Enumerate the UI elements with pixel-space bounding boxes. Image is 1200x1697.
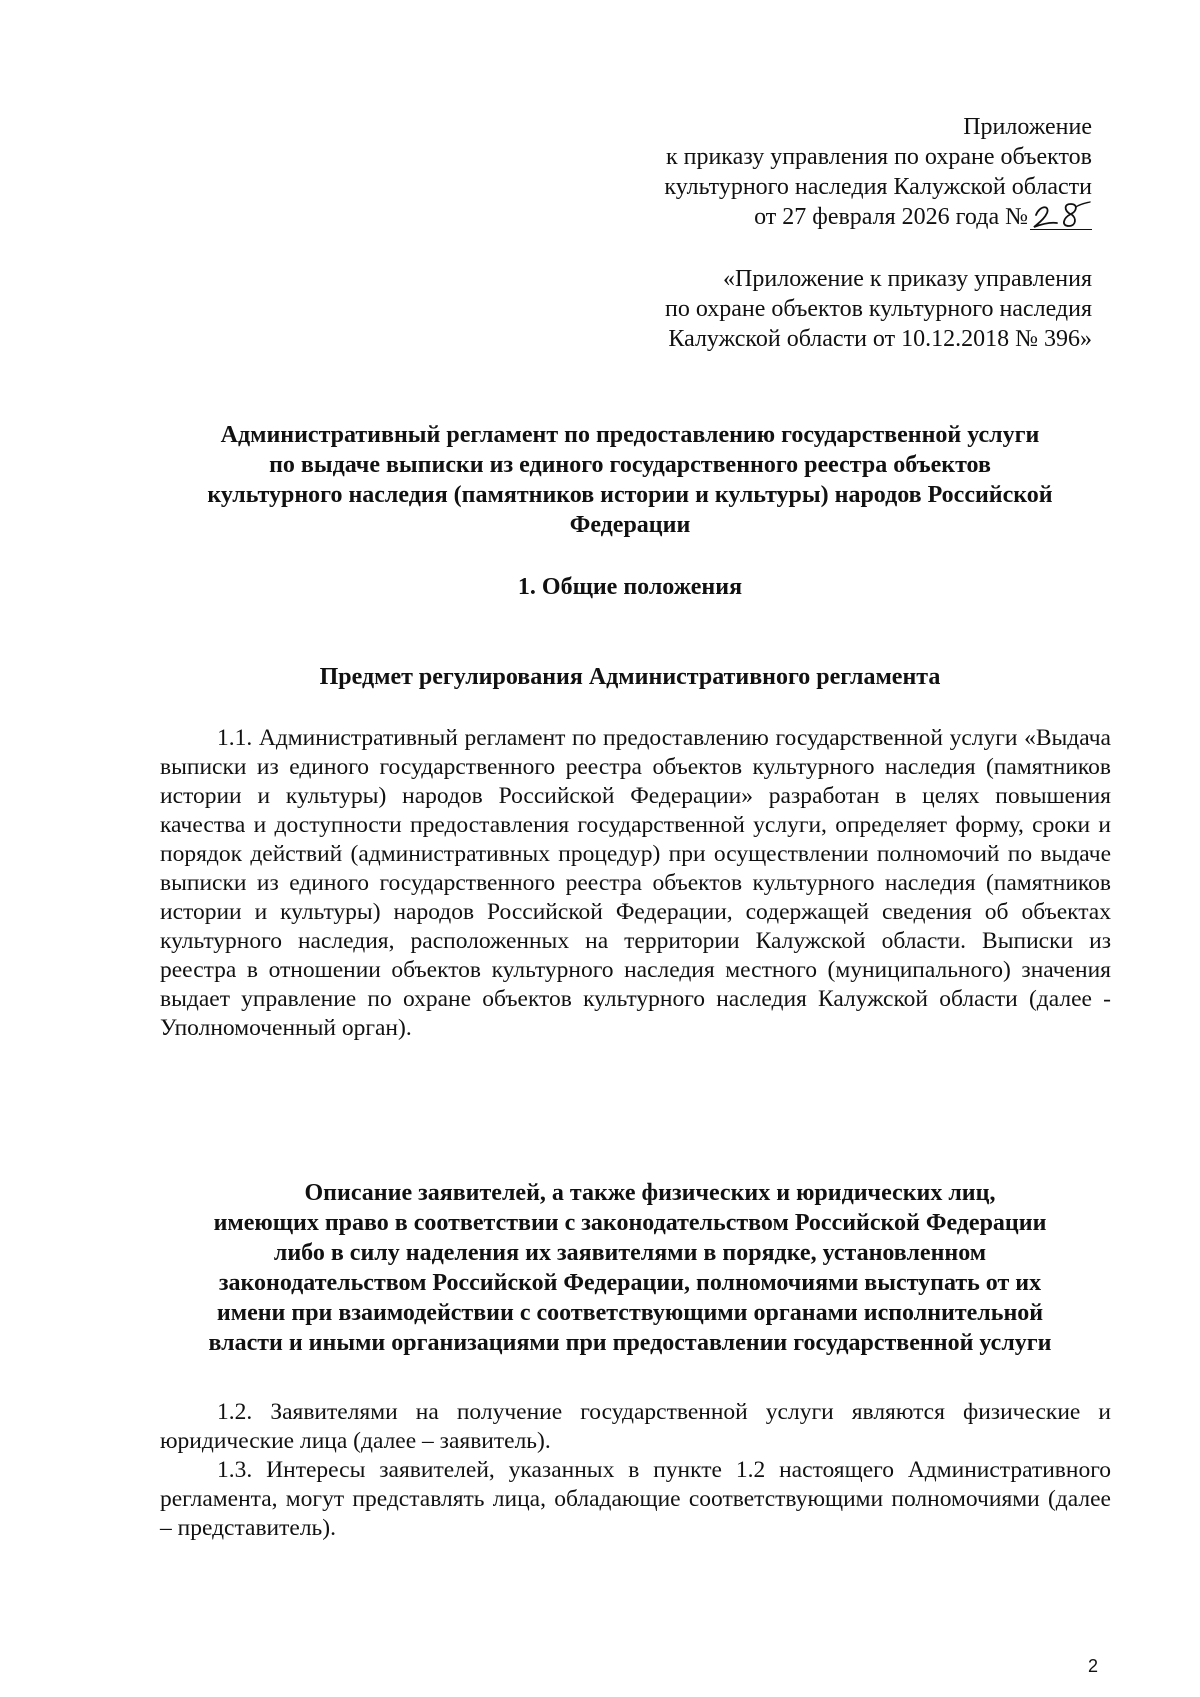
appendix-date-number-line: [754, 202, 1092, 232]
document-title-line: культурного наследия (памятников истории и культуры) народов Российской: [207, 482, 1053, 508]
appendix-header: [664, 112, 1092, 232]
document-title-line: по выдаче выписки из единого государственного реестра объектов: [269, 452, 991, 478]
applicants-heading-line: власти и иными организациями при предоставлении государственной услуги: [208, 1330, 1052, 1356]
subsection-heading: Предмет регулирования Административного регламента: [319, 664, 941, 690]
handwritten-number-drawing: [1030, 201, 1092, 229]
applicants-heading: [150, 1178, 1110, 1358]
applicants-heading-line: Описание заявителей, а также физических и юридических лиц,: [304, 1180, 996, 1206]
page-number: 2: [1087, 1656, 1098, 1676]
prior-appendix-header: [665, 264, 1092, 354]
appendix-line: культурного наследия Калужской области: [664, 174, 1092, 200]
paragraph-1-1: 1.1. Административный регламент по предоставлению государственной услуги «Выдача выписки из единого государственного реестра объектов культурного наследия (памятников истории и культуры) народов Российской Федерации» разработан в целях повышения качества и доступности предоставления государственной услуги, определяет форму, сроки и порядок действий (административных процедур) при осуществлении полномочий по выдаче выписки из единого государственного реестра объектов культурного наследия (памятников истории и культуры) народов Российской Федерации, содержащей сведения об объектах культурного наследия, расположенных на территории Калужской области. Выписки из реестра в отношении объектов культурного наследия местного (муниципального) значения выдает управление по охране объектов культурного наследия Калужской области (далее - Уполномоченный орган).: [160, 725, 1111, 1041]
prior-appendix-line: по охране объектов культурного наследия: [664, 296, 1092, 322]
applicants-heading-line: законодательством Российской Федерации, полномочиями выступать от их: [218, 1270, 1042, 1296]
appendix-line: Приложение: [963, 114, 1092, 140]
appendix-date-text: от 27 февраля 2026 года №: [754, 204, 1028, 230]
paragraph-1-3: 1.3. Интересы заявителей, указанных в пункте 1.2 настоящего Административного регламента, могут представлять лица, обладающие соответствующими полномочиями (далее – представитель).: [160, 1457, 1111, 1541]
document-title-line: Федерации: [569, 512, 691, 538]
applicants-heading-line: имени при взаимодействии с соответствующими органами исполнительной: [216, 1300, 1044, 1326]
paragraph-1-2: 1.2. Заявителями на получение государственной услуги являются физические и юридические лица (далее – заявитель).: [160, 1399, 1111, 1454]
applicants-heading-line: либо в силу наделения их заявителями в порядке, установленном: [273, 1240, 987, 1266]
handwritten-order-number: [1030, 201, 1092, 230]
appendix-line: к приказу управления по охране объектов: [665, 144, 1092, 170]
section-heading: 1. Общие положения: [517, 574, 743, 600]
applicants-heading-line: имеющих право в соответствии с законодательством Российской Федерации: [213, 1210, 1047, 1236]
document-title: [150, 420, 1110, 540]
prior-appendix-line: «Приложение к приказу управления: [723, 266, 1092, 292]
document-title-line: Административный регламент по предоставлению государственной услуги: [220, 422, 1040, 448]
prior-appendix-line: Калужской области от 10.12.2018 № 396»: [668, 326, 1092, 352]
